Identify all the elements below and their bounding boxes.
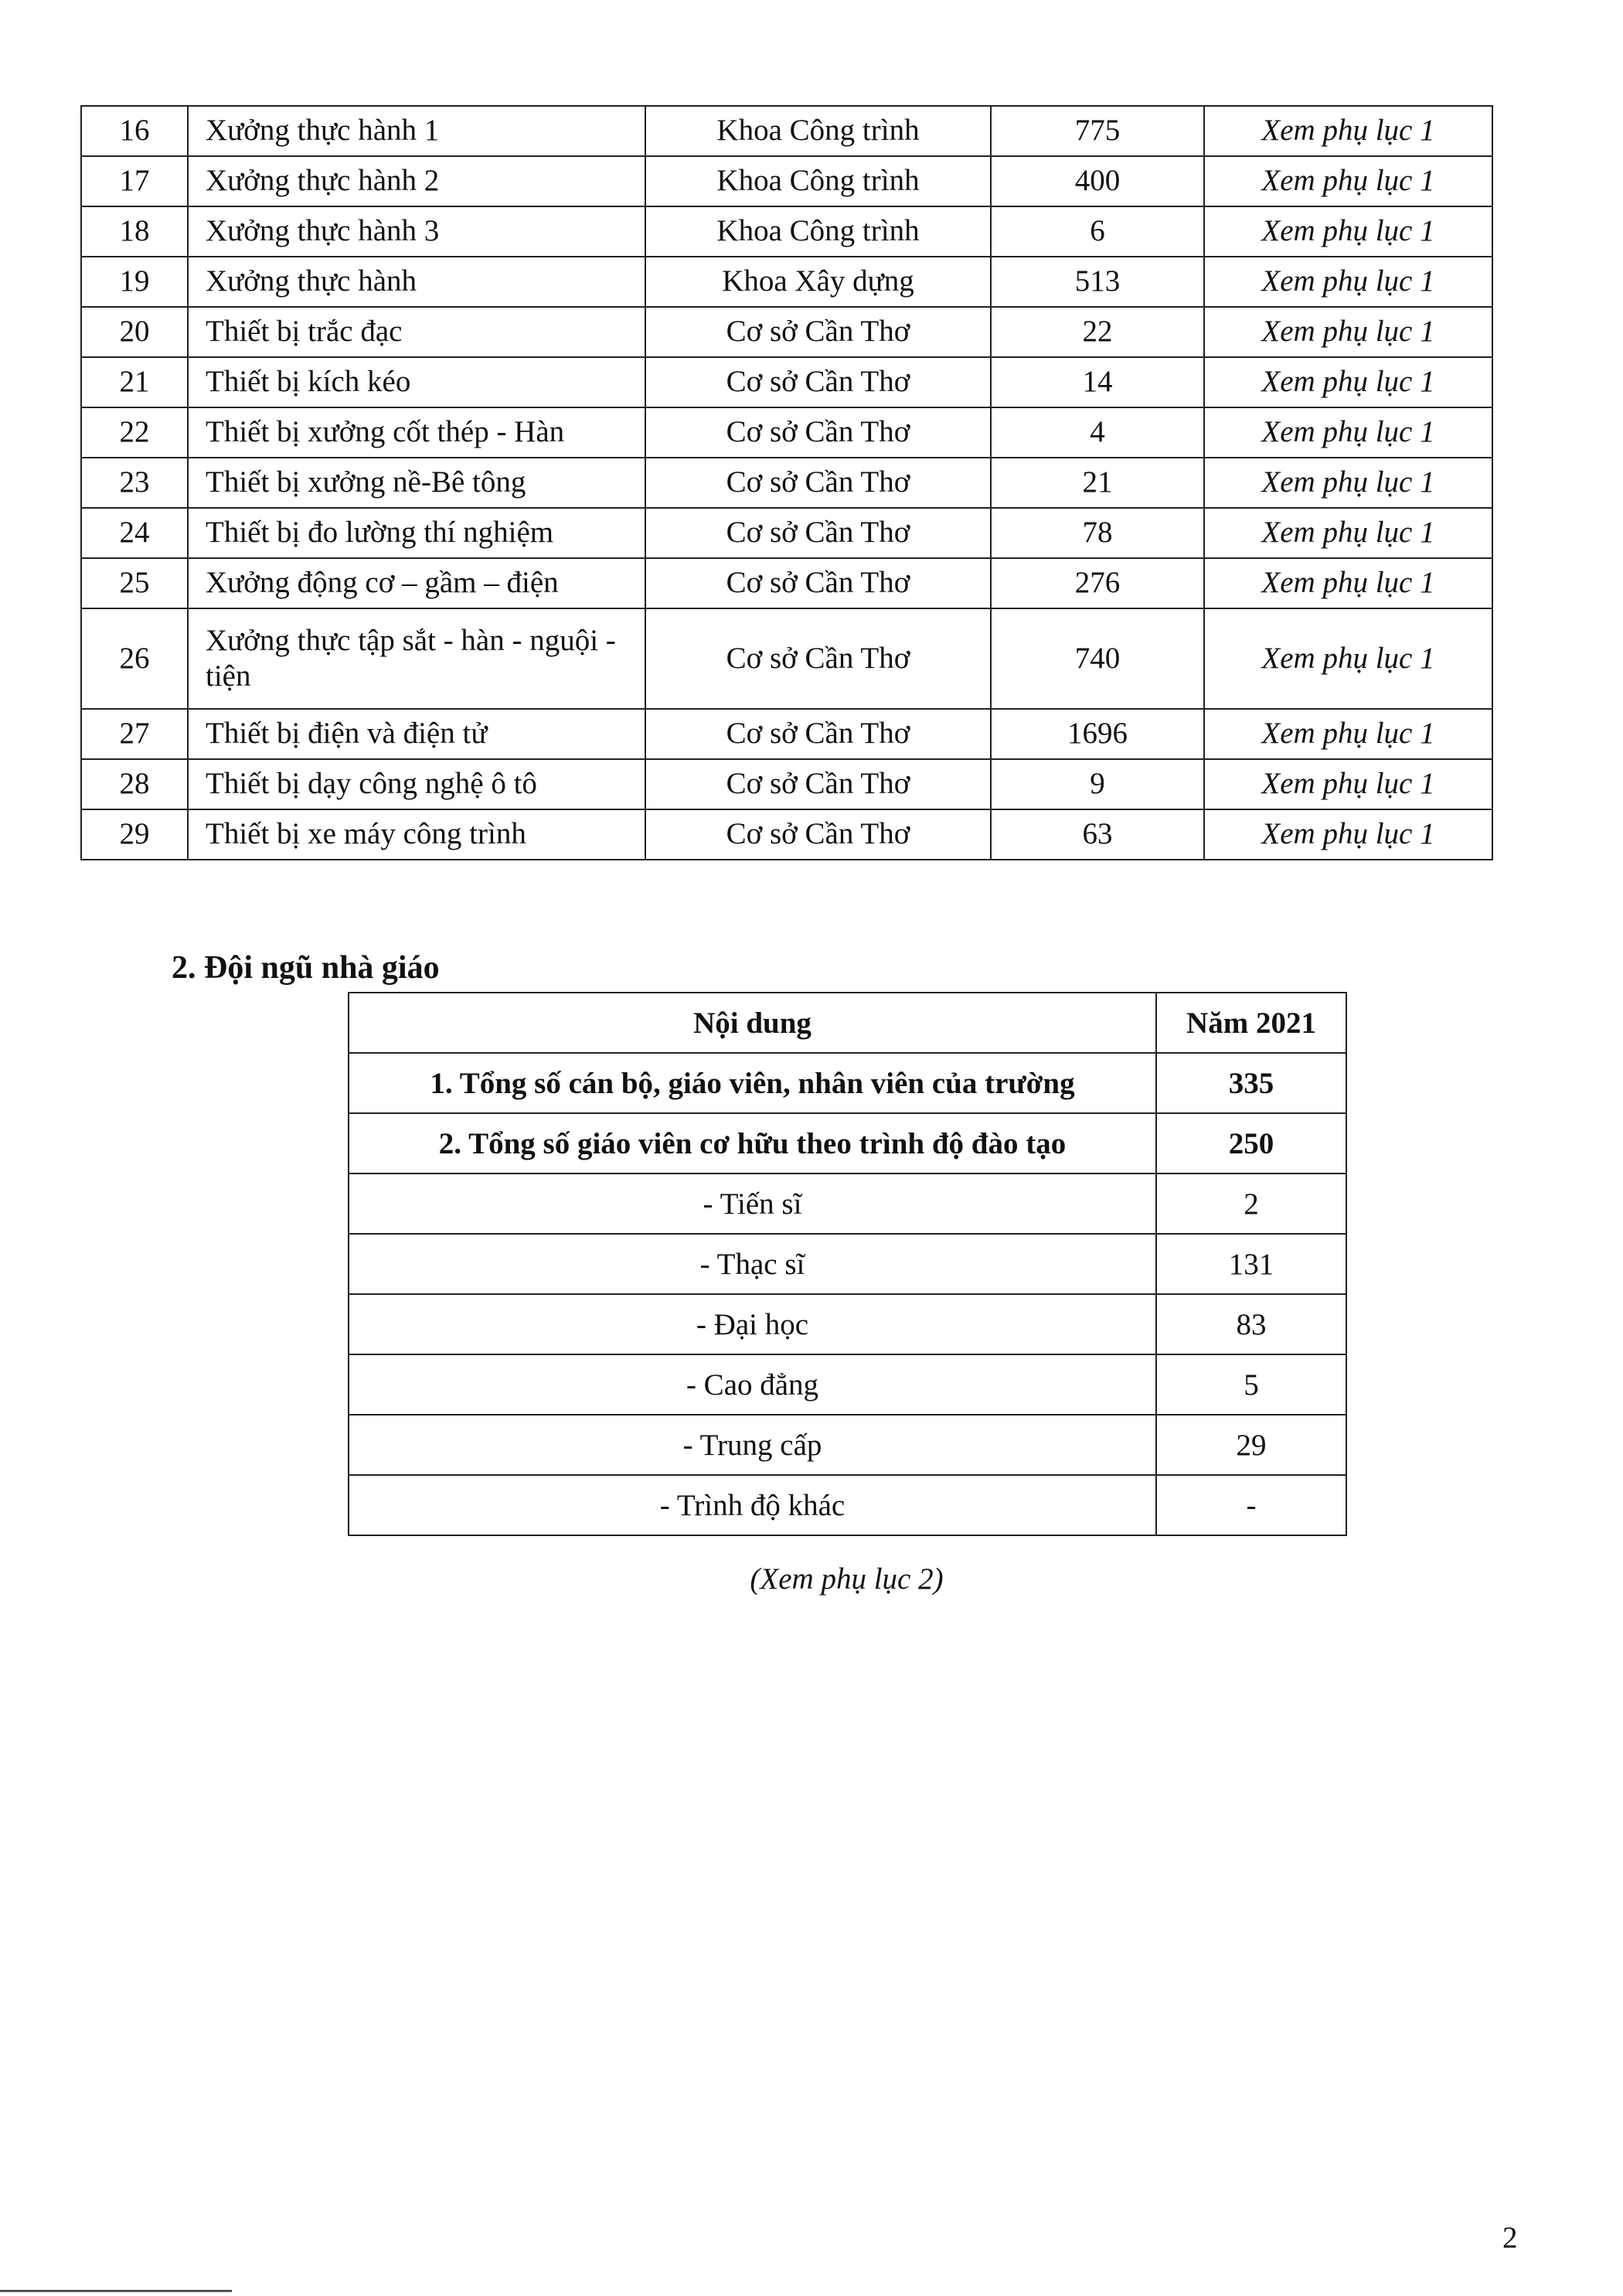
equipment-note: Xem phụ lục 1 bbox=[1204, 106, 1492, 156]
table-row bbox=[81, 106, 1492, 156]
equipment-quantity: 4 bbox=[991, 407, 1204, 458]
table-row bbox=[349, 1053, 1346, 1113]
row-number: 23 bbox=[81, 458, 188, 508]
staff-value: 5 bbox=[1156, 1354, 1346, 1415]
equipment-name: Thiết bị xe máy công trình bbox=[188, 809, 645, 860]
row-number: 27 bbox=[81, 709, 188, 759]
staff-content: - Tiến sĩ bbox=[349, 1174, 1156, 1234]
equipment-unit: Cơ sở Cần Thơ bbox=[645, 809, 991, 860]
equipment-unit: Cơ sở Cần Thơ bbox=[645, 407, 991, 458]
staff-content: - Cao đẳng bbox=[349, 1354, 1156, 1415]
equipment-note: Xem phụ lục 1 bbox=[1204, 407, 1492, 458]
equipment-name: Thiết bị kích kéo bbox=[188, 357, 645, 407]
row-number: 21 bbox=[81, 357, 188, 407]
equipment-name: Xưởng thực hành 3 bbox=[188, 206, 645, 257]
equipment-unit: Cơ sở Cần Thơ bbox=[645, 558, 991, 608]
equipment-name: Xưởng thực hành bbox=[188, 257, 645, 307]
equipment-table-body bbox=[81, 106, 1492, 860]
table-row bbox=[81, 206, 1492, 257]
table-row bbox=[81, 558, 1492, 608]
staff-value: 2 bbox=[1156, 1174, 1346, 1234]
scan-edge-line bbox=[0, 2290, 232, 2292]
equipment-name: Thiết bị điện và điện tử bbox=[188, 709, 645, 759]
table-row bbox=[349, 1354, 1346, 1415]
equipment-name: Thiết bị trắc đạc bbox=[188, 307, 645, 357]
table-row bbox=[81, 307, 1492, 357]
appendix-note: (Xem phụ lục 2) bbox=[750, 1562, 944, 1596]
table-row bbox=[81, 709, 1492, 759]
equipment-unit: Khoa Công trình bbox=[645, 156, 991, 206]
table-row bbox=[349, 1174, 1346, 1234]
row-number: 16 bbox=[81, 106, 188, 156]
equipment-note: Xem phụ lục 1 bbox=[1204, 608, 1492, 709]
equipment-note: Xem phụ lục 1 bbox=[1204, 709, 1492, 759]
equipment-note: Xem phụ lục 1 bbox=[1204, 357, 1492, 407]
teaching-staff-table bbox=[348, 992, 1347, 1536]
equipment-note: Xem phụ lục 1 bbox=[1204, 458, 1492, 508]
table-header-row bbox=[349, 993, 1346, 1053]
table-row bbox=[349, 1475, 1346, 1535]
equipment-unit: Cơ sở Cần Thơ bbox=[645, 357, 991, 407]
row-number: 19 bbox=[81, 257, 188, 307]
equipment-name: Thiết bị đo lường thí nghiệm bbox=[188, 508, 645, 558]
page-number: 2 bbox=[1502, 2221, 1518, 2254]
row-number: 28 bbox=[81, 759, 188, 809]
row-number: 18 bbox=[81, 206, 188, 257]
row-number: 25 bbox=[81, 558, 188, 608]
staff-value: 335 bbox=[1156, 1053, 1346, 1113]
equipment-unit: Cơ sở Cần Thơ bbox=[645, 508, 991, 558]
equipment-note: Xem phụ lục 1 bbox=[1204, 307, 1492, 357]
equipment-note: Xem phụ lục 1 bbox=[1204, 558, 1492, 608]
equipment-unit: Cơ sở Cần Thơ bbox=[645, 458, 991, 508]
equipment-quantity: 78 bbox=[991, 508, 1204, 558]
teaching-staff-table-body bbox=[349, 993, 1346, 1535]
staff-content: - Đại học bbox=[349, 1294, 1156, 1354]
equipment-name: Thiết bị dạy công nghệ ô tô bbox=[188, 759, 645, 809]
equipment-name: Xưởng động cơ – gầm – điện bbox=[188, 558, 645, 608]
header-content: Nội dung bbox=[349, 993, 1156, 1053]
staff-value: - bbox=[1156, 1475, 1346, 1535]
table-row bbox=[349, 1113, 1346, 1174]
staff-value: 83 bbox=[1156, 1294, 1346, 1354]
equipment-quantity: 513 bbox=[991, 257, 1204, 307]
equipment-unit: Cơ sở Cần Thơ bbox=[645, 759, 991, 809]
equipment-quantity: 22 bbox=[991, 307, 1204, 357]
table-row bbox=[81, 809, 1492, 860]
equipment-quantity: 63 bbox=[991, 809, 1204, 860]
staff-content: 1. Tổng số cán bộ, giáo viên, nhân viên của trường bbox=[349, 1053, 1156, 1113]
equipment-note: Xem phụ lục 1 bbox=[1204, 809, 1492, 860]
table-row bbox=[81, 257, 1492, 307]
header-year: Năm 2021 bbox=[1156, 993, 1346, 1053]
equipment-note: Xem phụ lục 1 bbox=[1204, 257, 1492, 307]
row-number: 20 bbox=[81, 307, 188, 357]
equipment-quantity: 6 bbox=[991, 206, 1204, 257]
table-row bbox=[81, 458, 1492, 508]
table-row bbox=[81, 608, 1492, 709]
equipment-unit: Khoa Công trình bbox=[645, 206, 991, 257]
row-number: 24 bbox=[81, 508, 188, 558]
equipment-unit: Cơ sở Cần Thơ bbox=[645, 307, 991, 357]
equipment-quantity: 21 bbox=[991, 458, 1204, 508]
staff-content: - Trình độ khác bbox=[349, 1475, 1156, 1535]
equipment-name: Thiết bị xưởng nề-Bê tông bbox=[188, 458, 645, 508]
table-row bbox=[81, 407, 1492, 458]
staff-value: 131 bbox=[1156, 1234, 1346, 1294]
equipment-note: Xem phụ lục 1 bbox=[1204, 759, 1492, 809]
equipment-quantity: 14 bbox=[991, 357, 1204, 407]
table-row bbox=[349, 1234, 1346, 1294]
table-row bbox=[349, 1415, 1346, 1475]
equipment-note: Xem phụ lục 1 bbox=[1204, 508, 1492, 558]
equipment-quantity: 276 bbox=[991, 558, 1204, 608]
equipment-note: Xem phụ lục 1 bbox=[1204, 206, 1492, 257]
equipment-unit: Khoa Xây dựng bbox=[645, 257, 991, 307]
table-row bbox=[81, 357, 1492, 407]
equipment-quantity: 1696 bbox=[991, 709, 1204, 759]
section-title: 2. Đội ngũ nhà giáo bbox=[172, 950, 440, 986]
equipment-unit: Cơ sở Cần Thơ bbox=[645, 709, 991, 759]
equipment-quantity: 775 bbox=[991, 106, 1204, 156]
staff-value: 250 bbox=[1156, 1113, 1346, 1174]
row-number: 26 bbox=[81, 608, 188, 709]
equipment-quantity: 400 bbox=[991, 156, 1204, 206]
equipment-name: Xưởng thực hành 1 bbox=[188, 106, 645, 156]
staff-content: - Trung cấp bbox=[349, 1415, 1156, 1475]
row-number: 17 bbox=[81, 156, 188, 206]
equipment-quantity: 9 bbox=[991, 759, 1204, 809]
equipment-name: Xưởng thực hành 2 bbox=[188, 156, 645, 206]
table-row bbox=[349, 1294, 1346, 1354]
equipment-table bbox=[80, 105, 1493, 860]
row-number: 22 bbox=[81, 407, 188, 458]
equipment-name: Xưởng thực tập sắt - hàn - nguội - tiện bbox=[188, 608, 645, 709]
equipment-unit: Khoa Công trình bbox=[645, 106, 991, 156]
staff-value: 29 bbox=[1156, 1415, 1346, 1475]
equipment-note: Xem phụ lục 1 bbox=[1204, 156, 1492, 206]
staff-content: - Thạc sĩ bbox=[349, 1234, 1156, 1294]
staff-content: 2. Tổng số giáo viên cơ hữu theo trình độ đào tạo bbox=[349, 1113, 1156, 1174]
equipment-quantity: 740 bbox=[991, 608, 1204, 709]
equipment-name: Thiết bị xưởng cốt thép - Hàn bbox=[188, 407, 645, 458]
table-row bbox=[81, 156, 1492, 206]
table-row bbox=[81, 759, 1492, 809]
table-row bbox=[81, 508, 1492, 558]
row-number: 29 bbox=[81, 809, 188, 860]
equipment-unit: Cơ sở Cần Thơ bbox=[645, 608, 991, 709]
